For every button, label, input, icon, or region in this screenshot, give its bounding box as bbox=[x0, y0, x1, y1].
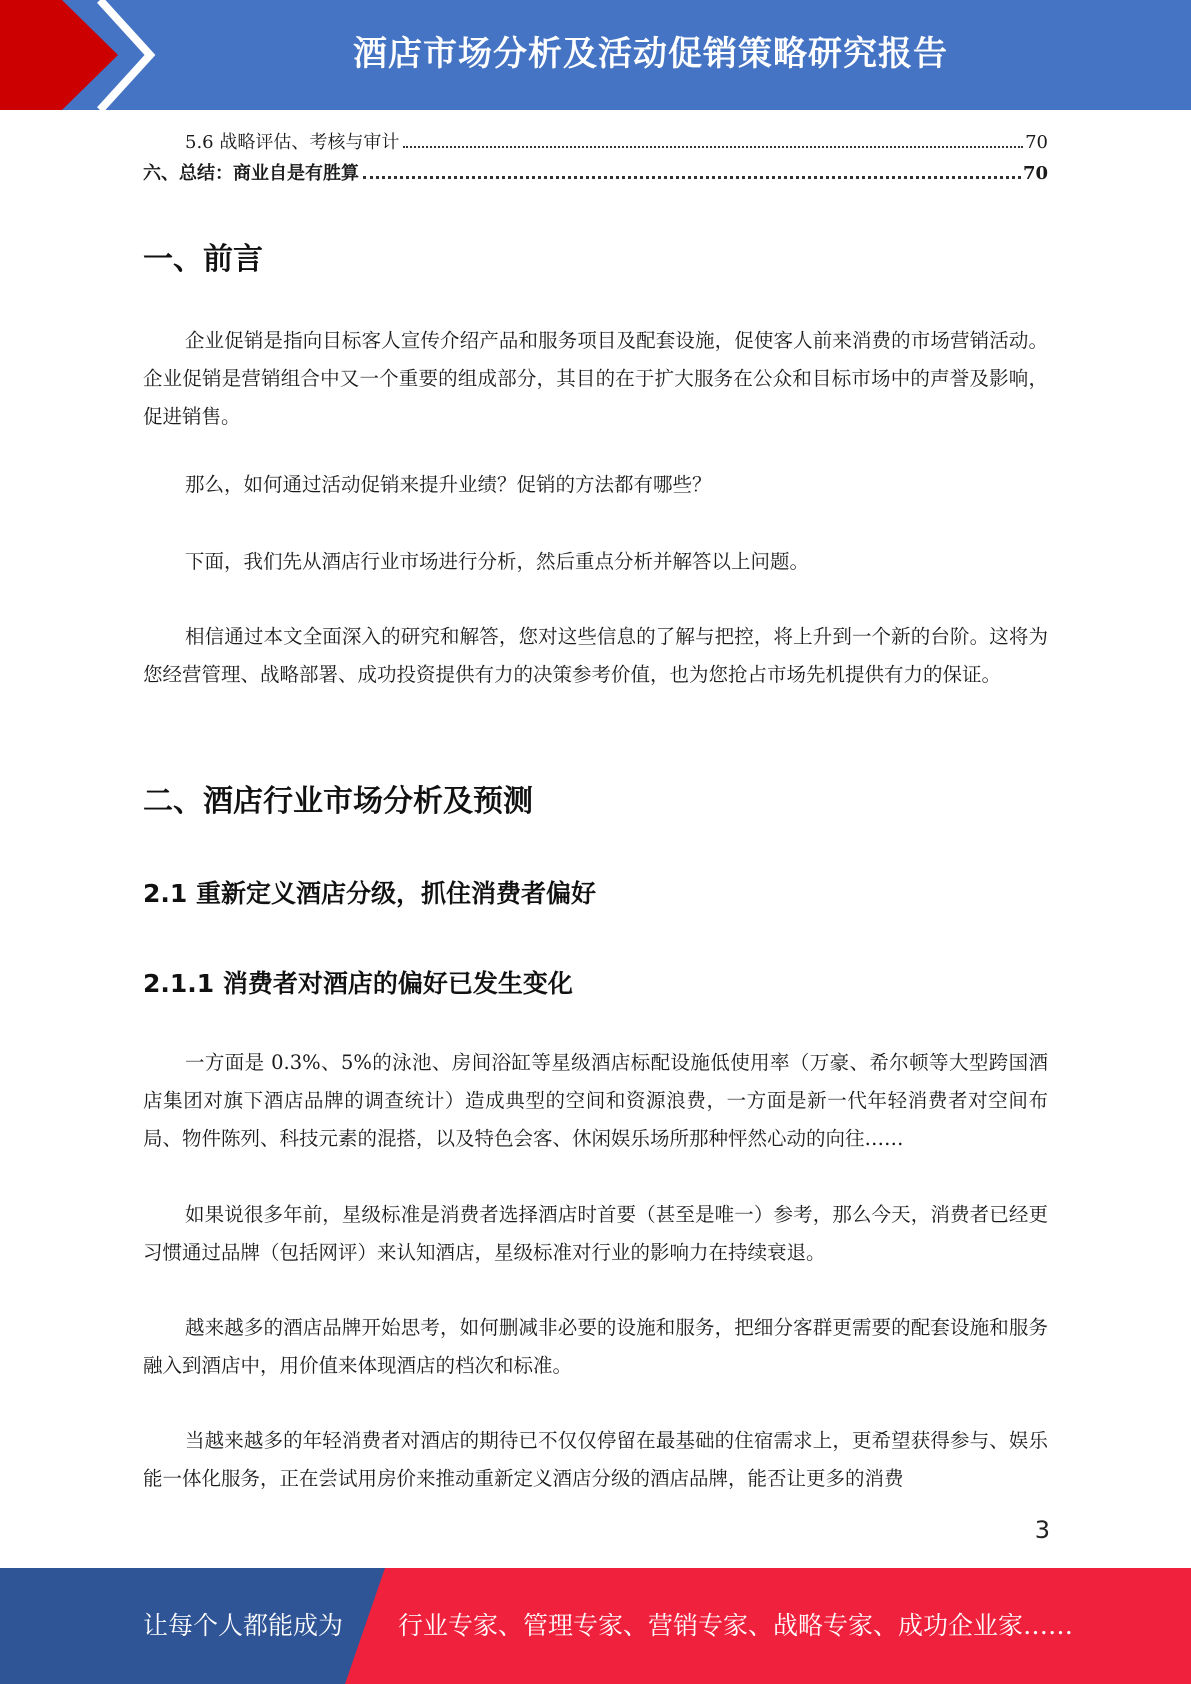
subsection-heading-2-1: 2.1 重新定义酒店分级，抓住消费者偏好 bbox=[143, 879, 596, 908]
paragraph: 当越来越多的年轻消费者对酒店的期待已不仅仅停留在最基础的住宿需求上，更希望获得参与、娱乐能一体化服务，正在尝试用房价来推动重新定义酒店分级的酒店品牌，能否让更多的消费 bbox=[143, 1429, 1048, 1490]
paragraph: 相信通过本文全面深入的研究和解答，您对这些信息的了解与把控，将上升到一个新的台阶。这将为您经营管理、战略部署、成功投资提供有力的决策参考价值，也为您抢占市场先机提供有力的保证。 bbox=[143, 625, 1048, 686]
toc-entry-title: 5.6 战略评估、考核与审计 bbox=[185, 132, 400, 153]
table-of-contents bbox=[143, 128, 1048, 190]
footer-slogan-right: 行业专家、管理专家、营销专家、战略专家、成功企业家…… bbox=[398, 1611, 1074, 1640]
paragraph: 一方面是 0.3%、5%的泳池、房间浴缸等星级酒店标配设施低使用率（万豪、希尔顿等大型跨国酒店集团对旗下酒店品牌的调查统计）造成典型的空间和资源浪费，一方面是新一代年轻消费者对空间布局、物件陈列、科技元素的混搭，以及特色会客、休闲娱乐场所那种怦然心动的向往…… bbox=[143, 1051, 1048, 1150]
toc-entry-title: 六、总结：商业自是有胜算 bbox=[143, 163, 359, 184]
paragraph: 越来越多的酒店品牌开始思考，如何删减非必要的设施和服务，把细分客群更需要的配套设施和服务融入到酒店中，用价值来体现酒店的档次和标准。 bbox=[143, 1316, 1048, 1377]
paragraph: 那么，如何通过活动促销来提升业绩？促销的方法都有哪些？ bbox=[185, 473, 712, 496]
toc-entry-page: 70 bbox=[1022, 163, 1048, 184]
toc-entry[interactable] bbox=[143, 159, 1048, 190]
section-heading-market-analysis: 二、酒店行业市场分析及预测 bbox=[143, 784, 533, 819]
paragraph: 企业促销是指向目标客人宣传介绍产品和服务项目及配套设施，促使客人前来消费的市场营销活动。企业促销是营销组合中又一个重要的组成部分，其目的在于扩大服务在公众和目标市场中的声誉及影响，促进销售。 bbox=[143, 329, 1048, 428]
header-arrow-decoration bbox=[0, 0, 160, 110]
toc-leader-dots bbox=[403, 146, 1023, 148]
report-title: 酒店市场分析及活动促销策略研究报告 bbox=[353, 34, 948, 74]
paragraph: 下面，我们先从酒店行业市场进行分析，然后重点分析并解答以上问题。 bbox=[185, 550, 810, 573]
toc-leader-dots bbox=[363, 176, 1021, 179]
toc-entry[interactable] bbox=[143, 128, 1048, 159]
page-number: 3 bbox=[1034, 1516, 1050, 1544]
footer-banner bbox=[0, 1568, 1191, 1684]
header-banner bbox=[0, 0, 1191, 110]
footer-slogan-left: 让每个人都能成为 bbox=[143, 1611, 344, 1640]
section-heading-preface: 一、前言 bbox=[143, 242, 263, 277]
subsection-heading-2-1-1: 2.1.1 消费者对酒店的偏好已发生变化 bbox=[143, 969, 573, 998]
paragraph: 如果说很多年前，星级标准是消费者选择酒店时首要（甚至是唯一）参考，那么今天，消费者已经更习惯通过品牌（包括网评）来认知酒店，星级标准对行业的影响力在持续衰退。 bbox=[143, 1203, 1048, 1264]
toc-entry-page: 70 bbox=[1025, 132, 1048, 153]
